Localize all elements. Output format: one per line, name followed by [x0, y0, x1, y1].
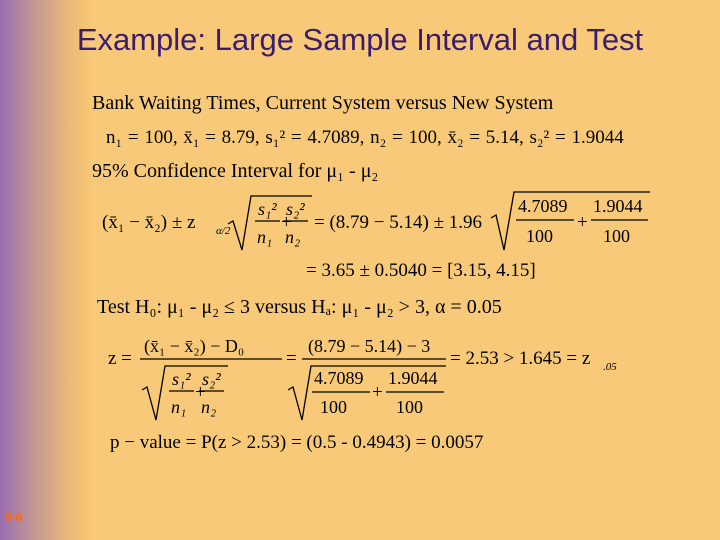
ci-frac1-den: n₁ [257, 227, 273, 247]
z-result-subscript: .05 [603, 361, 617, 373]
left-gradient-band [0, 0, 90, 540]
ci-plus-2: + [577, 212, 588, 233]
ci-num2: 1.9044 [593, 196, 643, 216]
z-plus-2: + [372, 382, 383, 403]
slide-title: Example: Large Sample Interval and Test [76, 22, 644, 57]
ci-z-subscript: α/2 [216, 225, 231, 237]
z-r-num1: 4.7089 [314, 368, 364, 388]
ci-frac2-den: n₂ [285, 227, 301, 247]
z-r-num2: 1.9044 [388, 368, 438, 388]
test-heading: Test H₀: μ₁ - μ₂ ≤ 3 versus Hₐ: μ₁ - μ₂ > 3, α = 0.05 [97, 296, 502, 318]
subtitle: Bank Waiting Times, Current System versus New System [92, 92, 554, 114]
z-frac1-den: n₁ [171, 397, 187, 417]
z-plus: + [195, 382, 206, 403]
ci-num1: 4.7089 [518, 196, 568, 216]
z-frac2-den: n₂ [201, 397, 217, 417]
ci-den1: 100 [526, 226, 553, 246]
p-value: p − value = P(z > 2.53) = (0.5 - 0.4943) = 0.0057 [110, 432, 484, 453]
z-formula [106, 330, 646, 426]
z-numerator: (x̄₁ − x̄₂) − D₀ [144, 336, 245, 356]
ci-lhs: (x̄₁ − x̄₂) ± z [102, 212, 196, 233]
z-frac1-num: s₁² [172, 369, 191, 389]
ci-formula [100, 188, 660, 254]
z-eq: z = [108, 348, 132, 369]
ci-mid: = (8.79 − 5.14) ± 1.96 [314, 212, 483, 233]
ci-result: = 3.65 ± 0.5040 = [3.15, 4.15] [306, 260, 536, 281]
ci-den2: 100 [603, 226, 630, 246]
z-numerator-2: (8.79 − 5.14) − 3 [308, 336, 431, 356]
ci-frac1-num: s₁² [258, 199, 277, 219]
z-r-den1: 100 [320, 397, 347, 417]
given-values: n₁ = 100, x̄₁ = 8.79, s₁² = 4.7089, n₂ = 100, x̄₂ = 5.14, s₂² = 1.9044 [106, 127, 624, 148]
z-r-den2: 100 [396, 397, 423, 417]
ci-plus: + [281, 212, 292, 233]
z-eq-2: = [286, 348, 297, 369]
ci-frac2-num: s₂² [286, 199, 305, 219]
z-result: = 2.53 > 1.645 = z [450, 348, 591, 369]
slide-number: 9-6 [5, 510, 23, 524]
z-frac2-num: s₂² [202, 369, 221, 389]
ci-heading: 95% Confidence Interval for μ₁ - μ₂ [92, 160, 379, 182]
